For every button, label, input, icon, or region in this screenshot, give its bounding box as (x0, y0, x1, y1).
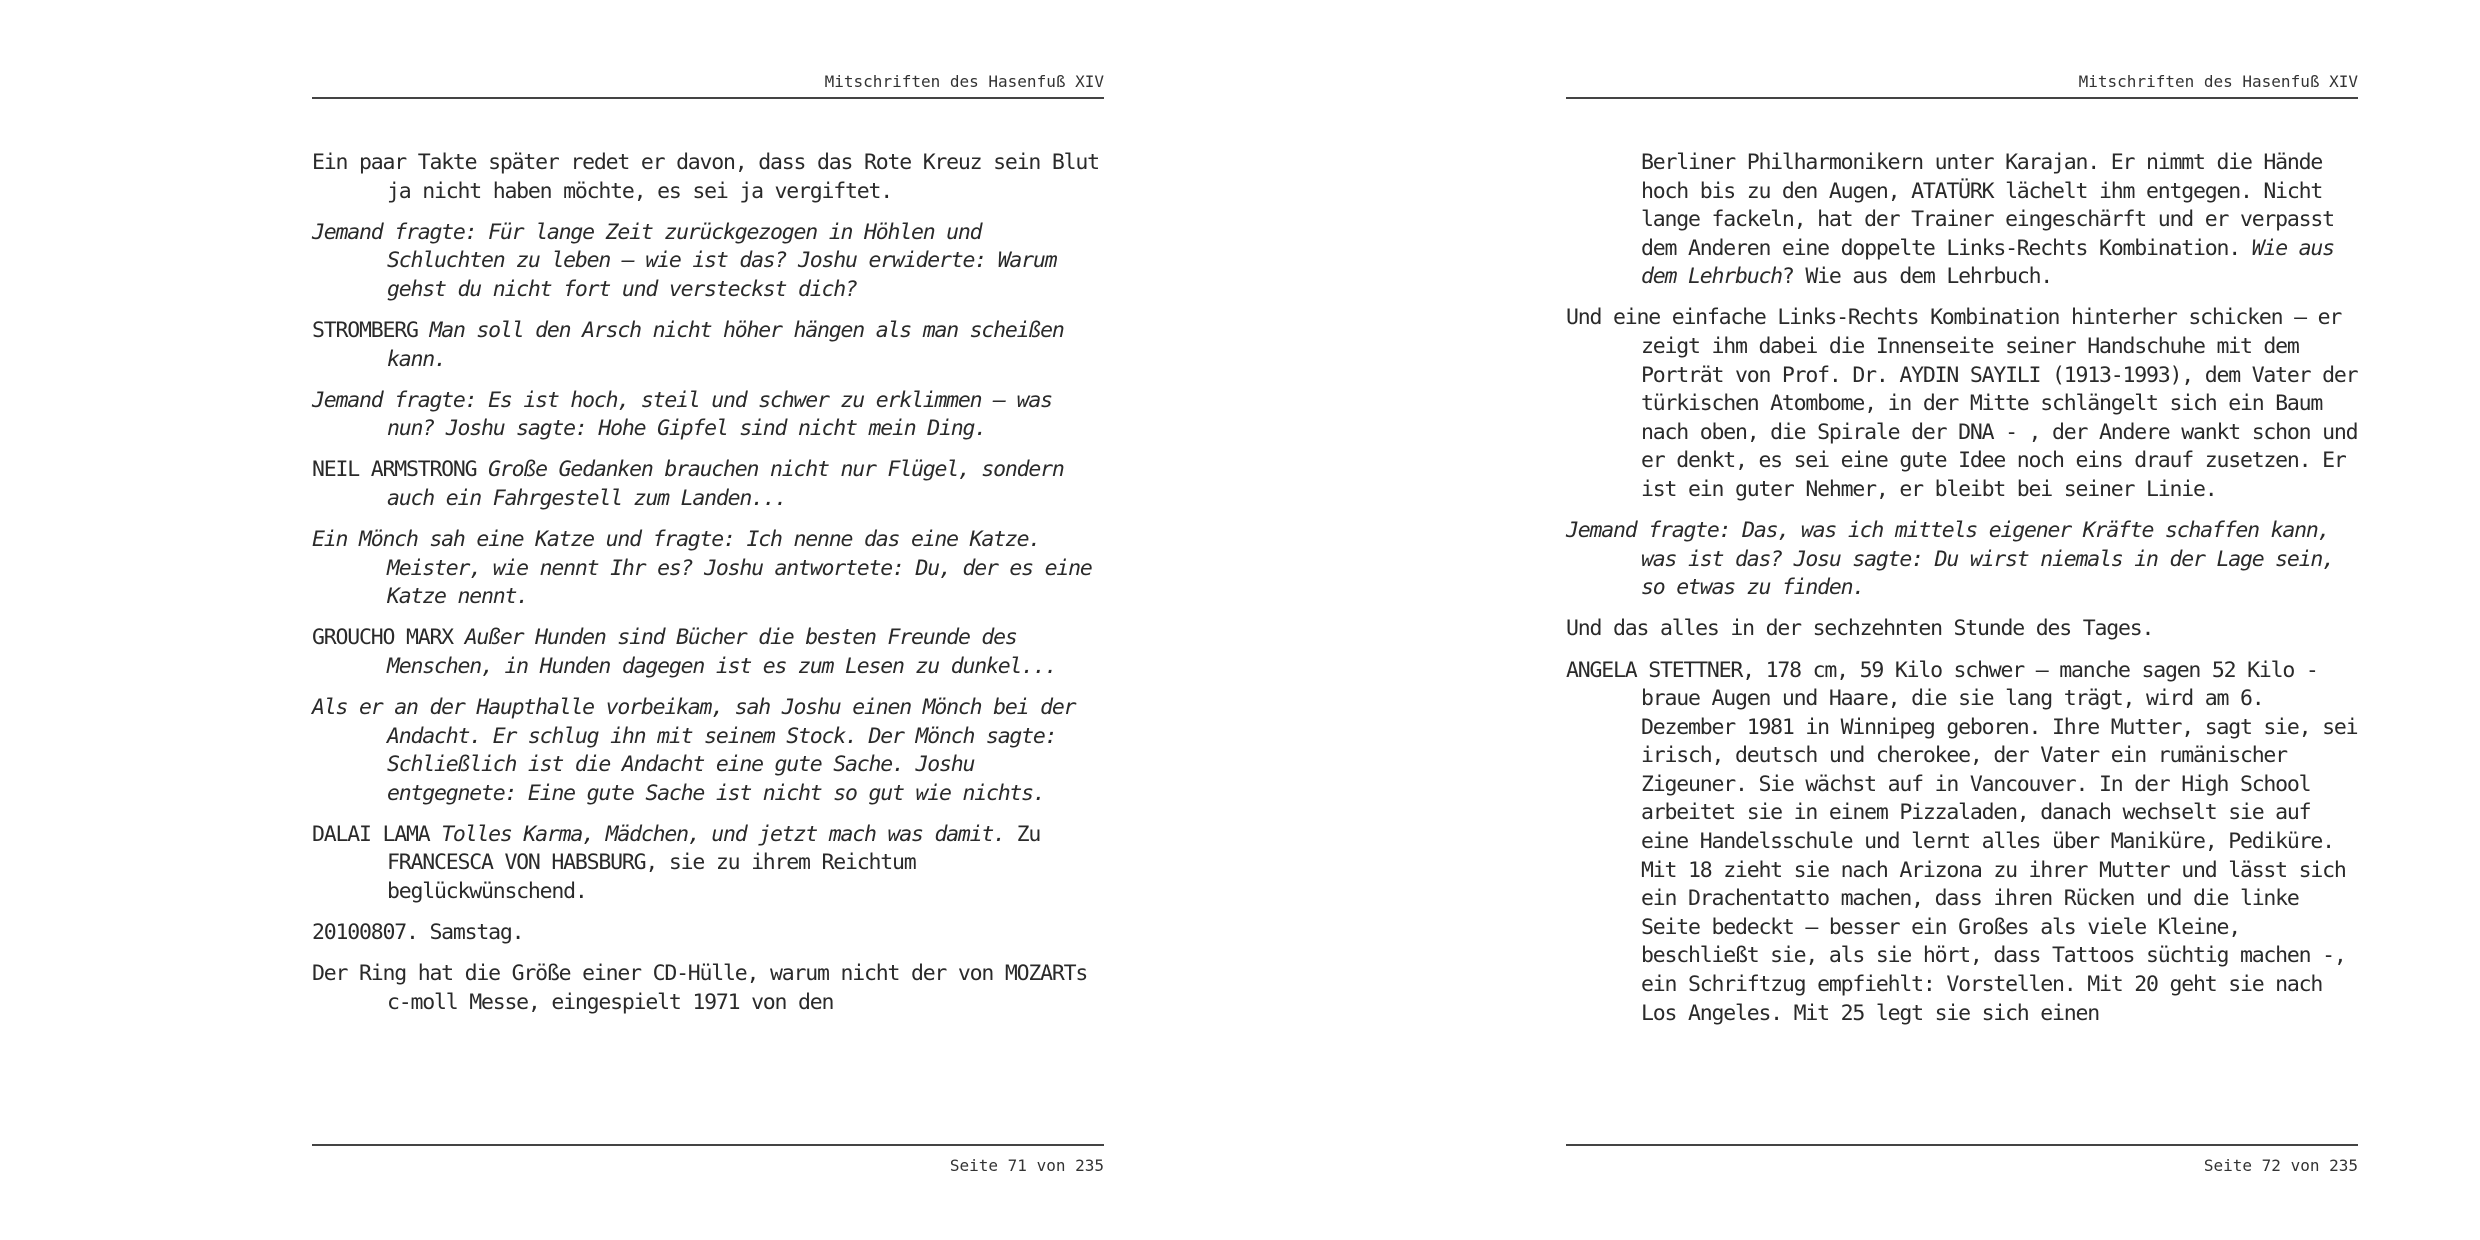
speaker-name: DALAI LAMA (312, 821, 442, 847)
speaker-name: NEIL ARMSTRONG (312, 457, 489, 483)
paragraph (312, 624, 1104, 681)
paragraph (312, 526, 1104, 612)
quote-text: Tolles Karma, Mädchen, und jetzt mach was damit. (441, 821, 1005, 847)
quote-text: Außer Hunden sind Bücher die besten Freunde des Menschen, in Hunden dagegen ist es zum Lesen zu dunkel... (387, 625, 1057, 679)
paragraph (312, 149, 1104, 206)
paragraph (312, 387, 1104, 444)
running-header: Mitschriften des Hasenfuß XIV (2078, 72, 2358, 91)
paragraph (312, 219, 1104, 305)
paragraph (1566, 517, 2358, 603)
left-page (312, 0, 1104, 1240)
footer-rule (1566, 1144, 2358, 1146)
paragraph (1566, 615, 2358, 644)
text-run: Ein paar Takte später redet er davon, dass das Rote Kreuz sein Blut ja nicht haben möchte, es sei ja vergiftet. (312, 150, 1099, 204)
text-run: Jemand fragte: Das, was ich mittels eigener Kräfte schaffen kann, was ist das? Josu sagte: Du wirst niemals in der Lage sein, so etwas zu finden. (1566, 518, 2334, 601)
paragraph (1566, 657, 2358, 1029)
right-page (1566, 0, 2358, 1240)
paragraph (312, 694, 1104, 808)
page-number: Seite 71 von 235 (949, 1156, 1104, 1175)
text-run: Zu FRANCESCA VON HABSBURG, sie zu ihrem Reichtum beglückwünschend. (387, 821, 1041, 905)
paragraph (312, 960, 1104, 1017)
text-run: Jemand fragte: Für lange Zeit zurückgezogen in Höhlen und Schluchten zu leben – wie ist das? Joshu erwiderte: Warum gehst du nicht fort und versteckst dich? (312, 219, 1057, 302)
page-body (312, 149, 1104, 1030)
text-run: ANGELA STETTNER, 178 cm, 59 Kilo schwer – manche sagen 52 Kilo - braue Augen und Haare, die sie lang trägt, wird am 6. Dezember 1981 in Winnipeg geboren. Ihre Mutter, sagt sie, sei irisch, deutsch und cherokee, der Vater ein rumänischer Zigeuner. Sie wächst auf in Vancouver. In der High School arbeitet sie in einem Pizzaladen, danach wechselt sie auf eine Handelsschule und lernt alles über Maniküre, Pediküre. Mit 18 zieht sie nach Arizona zu ihrer Mutter und lässt sich ein Drachentatto machen, dass ihren Rücken und die linke Seite bedeckt – besser ein Großes als viele Kleine, beschließt sie, als sie hört, dass Tattoos süchtig machen -, ein Schriftzug empfiehlt: Vorstellen. Mit 20 geht sie nach Los Angeles. Mit 25 legt sie sich einen (1566, 657, 2358, 1026)
page-number: Seite 72 von 235 (2203, 1156, 2358, 1175)
date-line (312, 919, 1104, 948)
speaker-name: STROMBERG (312, 317, 430, 343)
text-run: 20100807. Samstag. (312, 920, 524, 946)
text-run: Jemand fragte: Es ist hoch, steil und schwer zu erklimmen – was nun? Joshu sagte: Hohe Gipfel sind nicht mein Ding. (312, 387, 1052, 442)
quote-text: Große Gedanken brauchen nicht nur Flügel, sondern auch ein Fahrgestell zum Landen... (387, 457, 1064, 511)
text-run: Und eine einfache Links-Rechts Kombination hinterher schicken – er zeigt ihm dabei die Innenseite seiner Handschuhe mit dem Porträt von Prof. Dr. AYDIN SAYILI (1913-1993), dem Vater der türkischen Atombome, in der Mitte schlängelt sich ein Baum nach oben, die Spirale der DNA - , der Andere wankt schon und er denkt, es sei eine gute Idee noch eins drauf zusetzen. Er ist ein guter Nehmer, er bleibt bei seiner Linie. (1566, 305, 2358, 503)
text-run: Als er an der Haupthalle vorbeikam, sah Joshu einen Mönch bei der Andacht. Er schlug ihn mit seinem Stock. Der Mönch sagte: Schließlich ist die Andacht eine gute Sache. Joshu entgegnete: Eine gute Sache ist nicht so gut wie nichts. (312, 695, 1076, 806)
header-rule (1566, 97, 2358, 99)
quote-text: Man soll den Arsch nicht höher hängen als man scheißen kann. (387, 317, 1064, 372)
text-run: Der Ring hat die Größe einer CD-Hülle, warum nicht der von MOZARTs c-moll Messe, eingespielt 1971 von den (312, 961, 1088, 1015)
speaker-name: GROUCHO MARX (312, 625, 465, 651)
header-rule (312, 97, 1104, 99)
paragraph (312, 317, 1104, 374)
paragraph-continued (1566, 149, 2358, 292)
paragraph (1566, 304, 2358, 504)
page-body (1566, 149, 2358, 1041)
text-run: Berliner Philharmonikern unter Karajan. Er nimmt die Hände hoch bis zu den Augen, ATATÜRK lächelt ihm entgegen. Nicht lange fackeln, hat der Trainer eingeschärft und er verpasst dem Anderen eine doppelte Links-Rechts Kombination. (1641, 150, 2334, 261)
text-run: ? Wie aus dem Lehrbuch. (1781, 264, 2053, 290)
paragraph (312, 821, 1104, 907)
running-header: Mitschriften des Hasenfuß XIV (824, 72, 1104, 91)
paragraph (312, 456, 1104, 513)
text-run: Und das alles in der sechzehnten Stunde des Tages. (1566, 616, 2154, 642)
footer-rule (312, 1144, 1104, 1146)
text-run: Ein Mönch sah eine Katze und fragte: Ich nenne das eine Katze. Meister, wie nennt Ihr es? Joshu antwortete: Du, der es eine Katze nennt. (312, 527, 1092, 610)
emphasis-text: Wie aus dem Lehrbuch (1641, 235, 2334, 290)
